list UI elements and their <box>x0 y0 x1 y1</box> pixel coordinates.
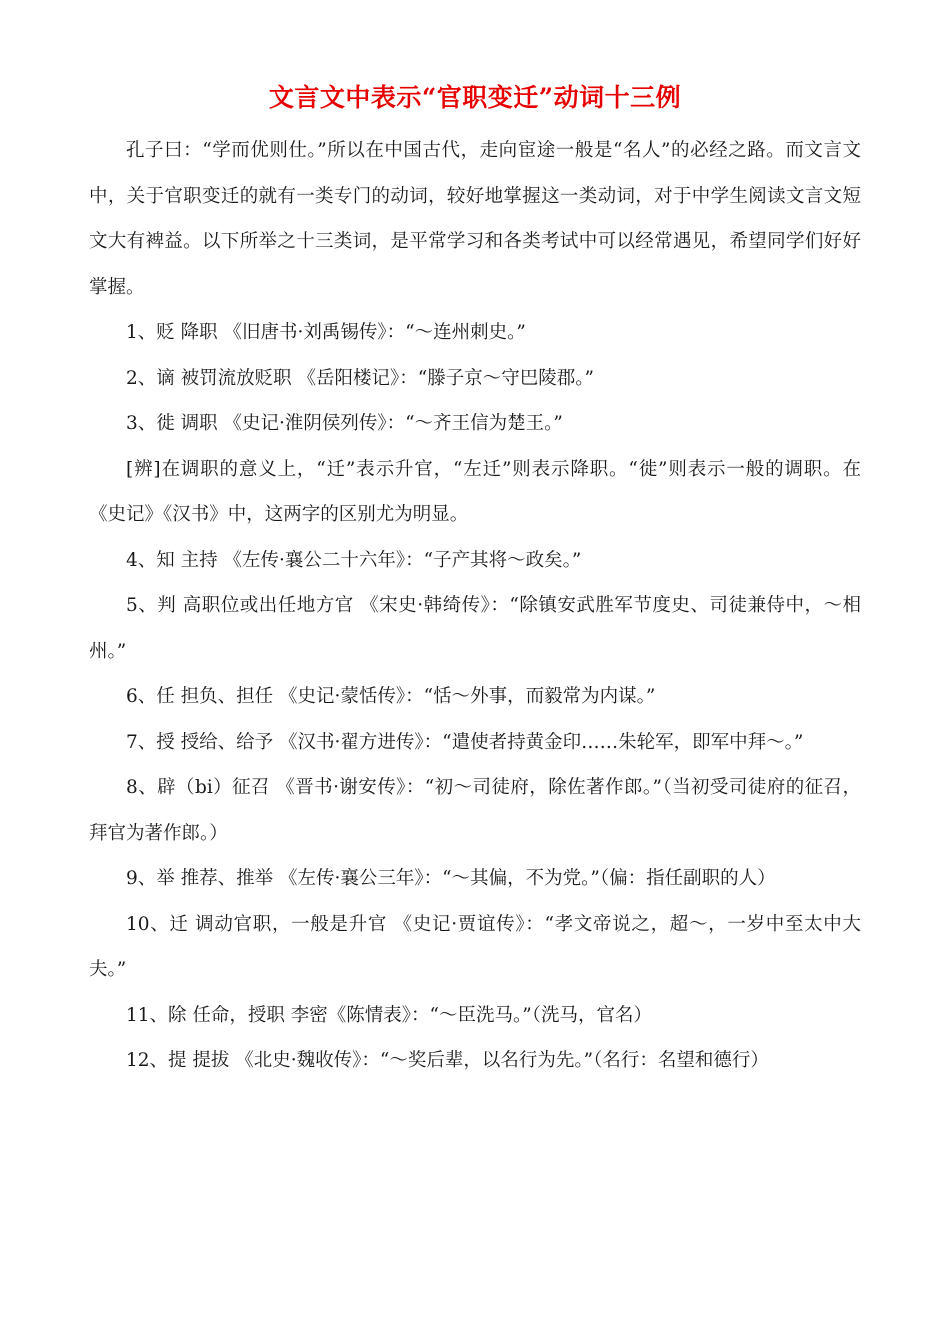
list-item: 4、知 主持 《左传·襄公二十六年》：“子产其将～政矣。” <box>126 549 582 571</box>
list-item: 7、授 授给、给予 《汉书·翟方进传》：“遣使者持黄金印……朱轮军，即军中拜～。” <box>126 731 804 753</box>
document-page <box>89 78 861 1084</box>
list-item: [辨]在调职的意义上，“迁”表示升官，“左迁”则表示降职。“徙”则表示一般的调职。在《史记》《汉书》中，这两字的区别尤为明显。 <box>89 458 861 525</box>
intro-paragraph: 孔子曰：“学而优则仕。”所以在中国古代，走向宦途一般是“名人”的必经之路。而文言文中，关于官职变迁的就有一类专门的动词，较好地掌握这一类动词，对于中学生阅读文言文短文大有裨益。以下所举之十三类词，是平常学习和各类考试中可以经常遇见，希望同学们好好掌握。 <box>89 140 861 298</box>
list-item: 1、贬 降职 《旧唐书·刘禹锡传》：“～连州刺史。” <box>126 322 526 343</box>
list-item: 3、徙 调职 《史记·淮阴侯列传》：“～齐王信为楚王。” <box>126 413 563 434</box>
list-item: 12、提 提拔 《北史·魏收传》：“～奖后辈，以名行为先。”（名行：名望和德行） <box>126 1050 769 1071</box>
list-item: 6、任 担负、担任 《史记·蒙恬传》：“恬～外事，而毅常为内谋。” <box>126 686 656 707</box>
list-item: 2、谪 被罚流放贬职 《岳阳楼记》：“滕子京～守巴陵郡。” <box>126 367 594 389</box>
list-item: 9、举 推荐、推举 《左传·襄公三年》：“～其偏，不为党。”（偏：指任副职的人） <box>126 868 776 889</box>
list-item: 5、判 高职位或出任地方官 《宋史·韩绮传》：“除镇安武胜军节度史、司徒兼侍中，～相州。” <box>89 595 861 662</box>
list-item: 11、除 任命，授职 李密《陈情表》：“～臣洗马。”（洗马，官名） <box>126 1004 652 1026</box>
document-title: 文言文中表示“官职变迁”动词十三例 <box>268 83 682 112</box>
list-item: 8、辟（bi）征召 《晋书·谢安传》：“初～司徒府，除佐著作郎。”（当初受司徒府的征召，拜官为著作郎。） <box>89 777 861 844</box>
list-item: 10、迁 调动官职，一般是升官 《史记·贾谊传》：“孝文帝说之，超～，一岁中至太中大夫。” <box>89 913 861 980</box>
